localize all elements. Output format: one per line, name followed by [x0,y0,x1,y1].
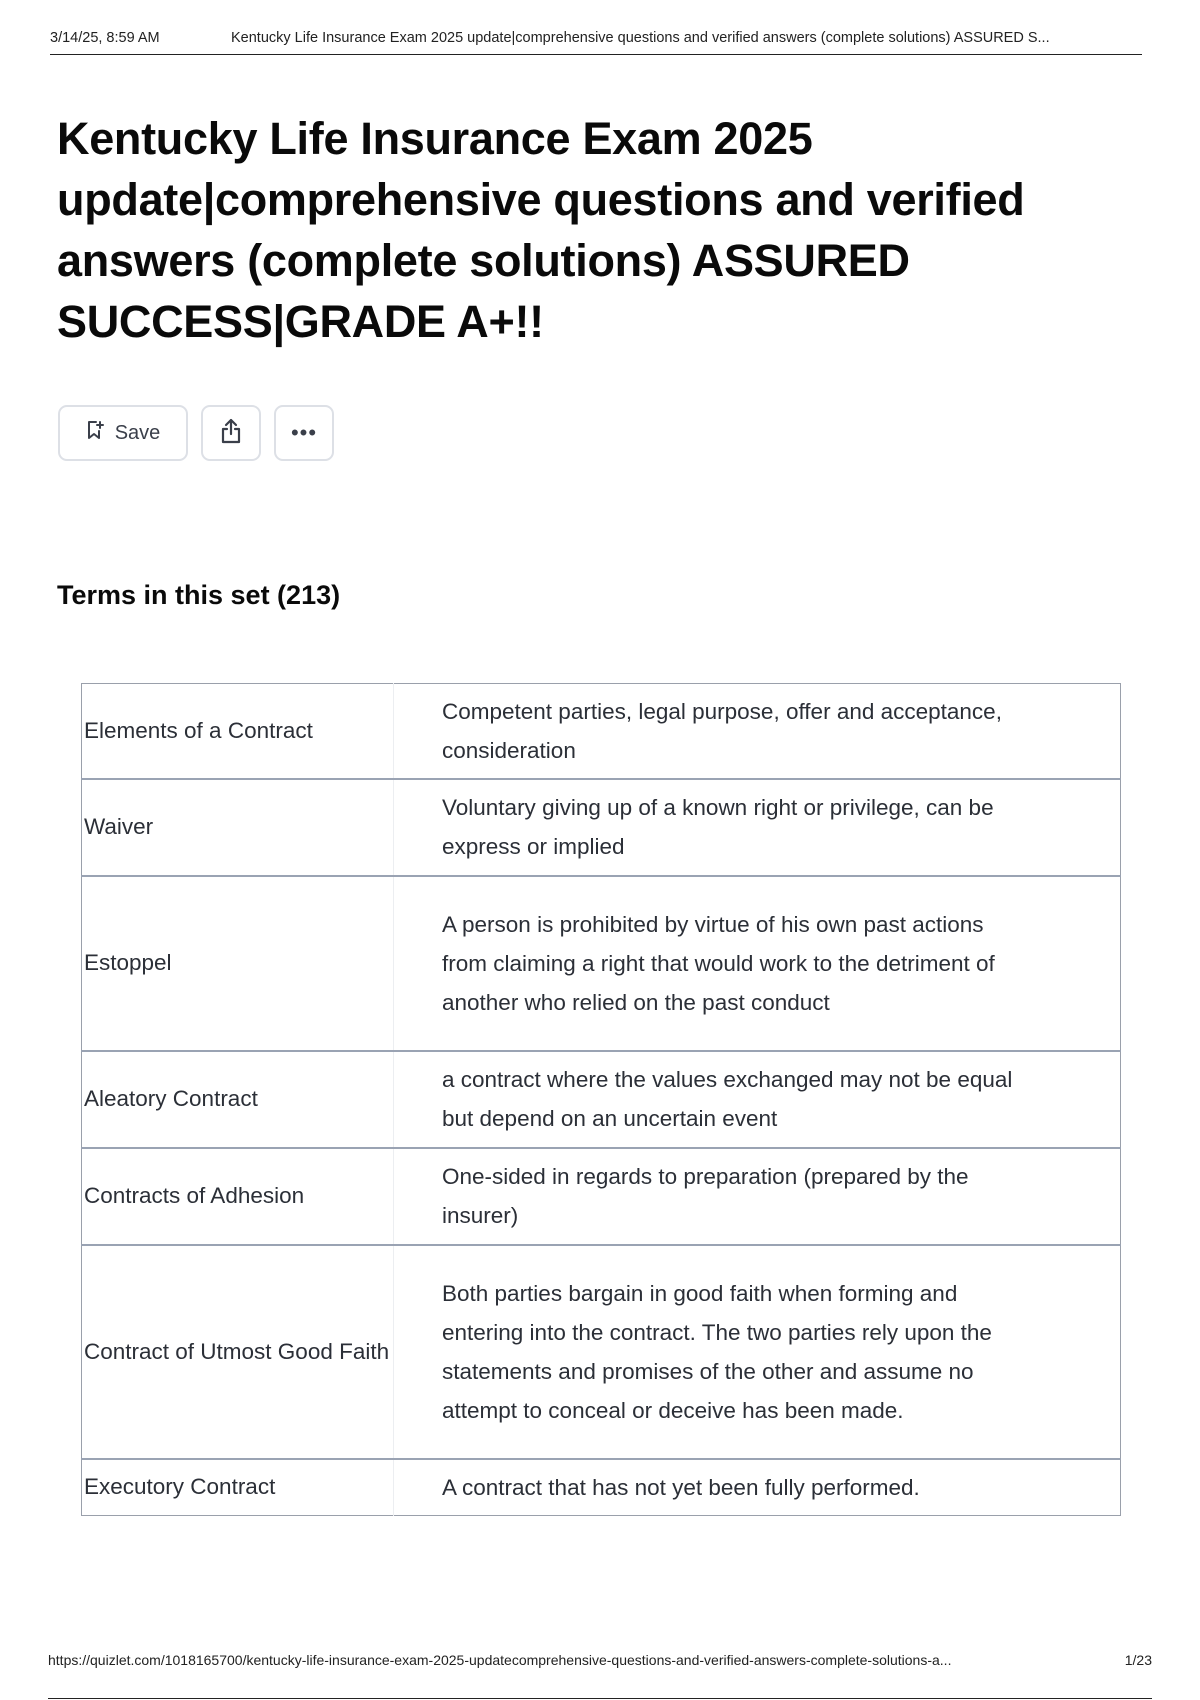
share-icon [218,417,244,450]
terms-table [81,683,1121,1516]
print-datetime: 3/14/25, 8:59 AM [50,30,160,46]
save-label: Save [114,421,161,444]
more-options-button[interactable] [274,405,334,461]
save-button[interactable] [58,405,188,461]
definition-cell: A person is prohibited by virtue of his own past actions from claiming a right that would work to the detriment of another who relied on the past conduct [442,911,995,1015]
definition-cell: Voluntary giving up of a known right or privilege, can be express or implied [442,795,994,859]
term-row [82,1148,1121,1245]
term-row [82,1245,1121,1459]
term-row [82,1459,1121,1516]
page-number: 1/23 [1124,1652,1152,1668]
term-cell: Estoppel [82,876,394,1051]
page-title: Kentucky Life Insurance Exam 2025 update|comprehensive questions and verified answers (complete solutions) ASSURED SUCCESS|GRADE A+!! [57,113,1025,347]
term-row [82,876,1121,1051]
print-footer [48,1652,1152,1699]
definition-cell: A contract that has not yet been fully performed. [442,1474,920,1500]
bookmark-add-icon [86,420,104,446]
term-row [82,1051,1121,1148]
print-doc-title: Kentucky Life Insurance Exam 2025 update|comprehensive questions and verified answers (complete solutions) ASSURED S... [231,30,1050,46]
terms-heading: Terms in this set (213) [57,580,341,610]
term-cell: Elements of a Contract [82,684,394,779]
definition-cell: Both parties bargain in good faith when forming and entering into the contract. The two parties rely upon the statements and promises of the other and assume no attempt to conceal or deceive has been made. [442,1280,992,1423]
print-header [50,28,1142,55]
definition-cell: Competent parties, legal purpose, offer and acceptance, consideration [442,698,1002,763]
share-button[interactable] [201,405,261,461]
print-url: https://quizlet.com/1018165700/kentucky-life-insurance-exam-2025-updatecomprehensive-questions-and-verified-answers-complete-solutions-a... [48,1652,952,1668]
more-icon: ••• [290,420,318,445]
definition-cell: One-sided in regards to preparation (prepared by the insurer) [442,1164,969,1228]
term-row [82,684,1121,779]
term-cell: Waiver [82,779,394,876]
term-cell: Contracts of Adhesion [82,1148,394,1245]
term-cell: Aleatory Contract [82,1051,394,1148]
definition-cell: a contract where the values exchanged may not be equal but depend on an uncertain event [442,1067,1013,1131]
term-row [82,779,1121,876]
term-cell: Contract of Utmost Good Faith [82,1245,394,1459]
term-cell: Executory Contract [82,1459,394,1516]
